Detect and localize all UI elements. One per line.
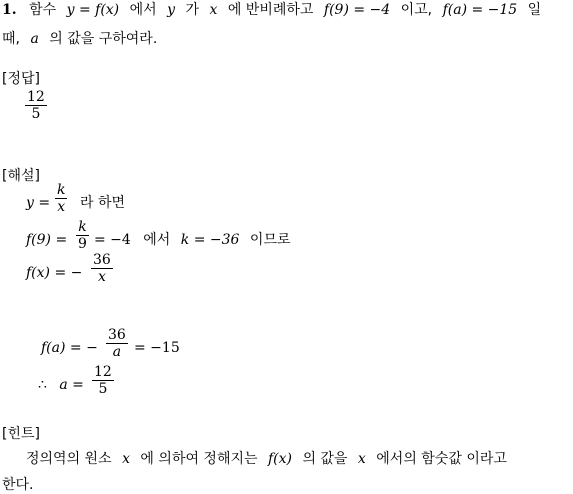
therefore-symbol: ∴	[38, 377, 47, 393]
answer-heading: [정답]	[2, 71, 40, 87]
math-expr: y = f(x)	[66, 2, 120, 18]
step5-lhs	[38, 378, 84, 392]
step1-text: 라 하면	[80, 195, 126, 211]
step3-fraction	[91, 252, 113, 285]
math-expr: y	[167, 2, 176, 18]
math-expr: f(x)	[267, 451, 292, 467]
math-expr: a =	[59, 377, 84, 393]
problem-text: 에서	[129, 2, 157, 18]
step3-lhs: f(x) = −	[26, 265, 83, 281]
hint-line-1	[26, 452, 507, 466]
step4-rhs: = −15	[134, 340, 180, 356]
problem-line-2	[2, 32, 157, 46]
fraction-denominator: x	[97, 269, 106, 285]
step4-lhs: f(a) = −	[41, 340, 98, 356]
hint-heading: [힌트]	[2, 426, 40, 442]
problem-line-1	[2, 3, 541, 17]
math-expr: = −4	[94, 232, 131, 248]
step4-fraction	[106, 327, 128, 360]
fraction-numerator: 12	[94, 364, 112, 380]
math-expr: x	[357, 451, 366, 467]
problem-text: 에 반비례하고	[227, 2, 314, 18]
hint-text: 의 값을	[302, 451, 348, 467]
fraction-numerator: 12	[27, 89, 45, 105]
math-expr: f(9) = −4	[323, 2, 391, 18]
problem-text: 의 값을 구하여라.	[49, 31, 158, 47]
fraction-numerator: k	[57, 182, 66, 198]
solution-heading: [해설]	[2, 168, 40, 184]
fraction-denominator: 5	[31, 106, 41, 122]
problem-text: 이고,	[400, 2, 433, 18]
problem-number: 1.	[2, 2, 17, 18]
fraction-numerator: k	[78, 219, 87, 235]
hint-text: 에서의 함숫값 이라고	[376, 451, 507, 467]
math-expr: x	[209, 2, 218, 18]
problem-text: 때,	[2, 31, 20, 47]
step1-fraction	[55, 182, 67, 215]
fraction-numerator: 36	[108, 327, 126, 343]
step2-lhs: f(9) =	[26, 232, 68, 248]
solution-text: 에서	[143, 232, 171, 248]
step2-rhs	[94, 233, 291, 247]
hint-text: 정의역의 원소	[26, 451, 112, 467]
math-expr: a	[30, 31, 39, 47]
fraction-denominator: a	[112, 344, 122, 360]
step2-fraction	[76, 219, 89, 252]
solution-text: 이므로	[249, 232, 291, 248]
hint-text: 에 의하여 정해지는	[140, 451, 258, 467]
answer-fraction	[25, 89, 47, 122]
math-expr: f(a) = −15	[442, 2, 518, 18]
step1-lhs: y =	[26, 195, 51, 211]
problem-text: 함수	[29, 2, 57, 18]
fraction-numerator: 36	[93, 252, 111, 268]
math-expr: k = −36	[180, 232, 240, 248]
math-expr: x	[122, 451, 130, 467]
step5-fraction	[92, 364, 114, 397]
fraction-denominator: 9	[78, 236, 87, 252]
problem-text: 일	[527, 2, 542, 18]
hint-line-2: 한다.	[2, 477, 34, 493]
fraction-denominator: 5	[98, 381, 108, 397]
problem-text: 가	[185, 2, 200, 18]
fraction-denominator: x	[57, 199, 66, 215]
